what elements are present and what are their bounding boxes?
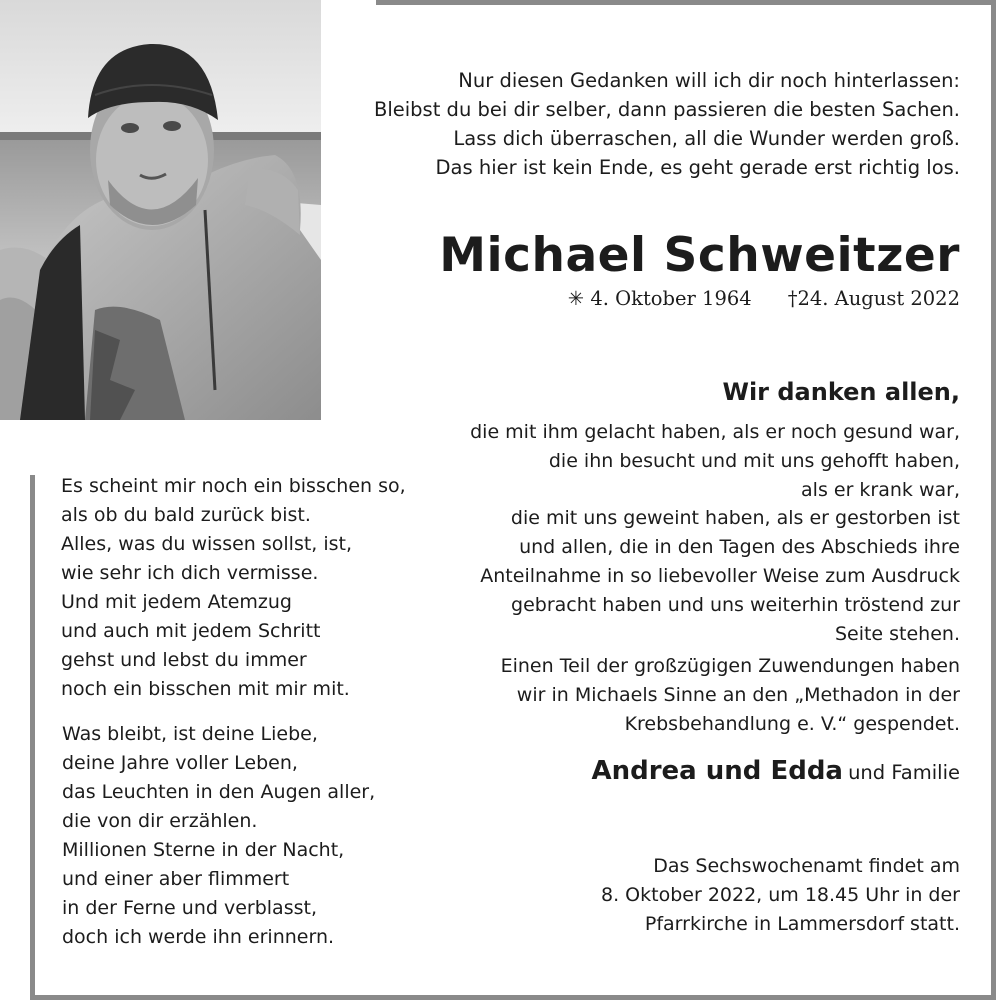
life-dates [420, 287, 960, 310]
frame-top-border [376, 0, 996, 5]
poem-line: Was bleibt, ist deine Liebe, [62, 723, 318, 745]
portrait-photo [0, 0, 321, 420]
memorial-mass-notice [420, 852, 960, 938]
quote-line: Das hier ist kein Ende, es geht gerade erst richtig los. [435, 156, 960, 179]
poem-stanza-2 [62, 720, 422, 952]
donation-line: Einen Teil der großzügigen Zuwendungen haben [500, 655, 960, 677]
poem-line: deine Jahre voller Leben, [62, 752, 298, 774]
poem-line: und einer aber flimmert [62, 868, 290, 890]
thanks-heading: Wir danken allen, [722, 378, 960, 406]
poem-line: das Leuchten in den Augen aller, [62, 781, 376, 803]
mass-line: 8. Oktober 2022, um 18.45 Uhr in der [601, 883, 960, 906]
thanks-line: die mit uns geweint haben, als er gestorben ist [510, 507, 960, 530]
poem-line: in der Ferne und verblasst, [62, 897, 317, 919]
poem-line: als ob du bald zurück bist. [61, 504, 311, 526]
poem-line: noch ein bisschen mit mir mit. [61, 678, 350, 700]
frame-left-border [30, 475, 35, 1000]
birth-date: ✳ 4. Oktober 1964 [567, 287, 752, 310]
thanks-line: und allen, die in den Tagen des Abschieds ihre [519, 536, 960, 559]
poem-line: die von dir erzählen. [62, 810, 258, 832]
poem-stanza-1 [61, 472, 421, 704]
thanks-line: Anteilnahme in so liebevoller Weise zum Ausdruck [480, 564, 960, 587]
quote-line: Nur diesen Gedanken will ich dir noch hinterlassen: [458, 69, 960, 92]
thanks-line: als er krank war, [801, 478, 960, 501]
donation-text [420, 652, 960, 738]
quote-line: Bleibst du bei dir selber, dann passieren die besten Sachen. [373, 98, 960, 121]
frame-bottom-border [30, 995, 996, 1000]
poem-line: Millionen Sterne in der Nacht, [62, 839, 345, 861]
poem-line: Alles, was du wissen sollst, ist, [61, 533, 353, 555]
death-date: †24. August 2022 [787, 287, 960, 310]
donation-line: Krebsbehandlung e. V.“ gespendet. [624, 712, 960, 735]
signers-names: Andrea und Edda [591, 756, 843, 786]
frame-right-border [991, 0, 996, 1000]
poem-line: Und mit jedem Atemzug [61, 591, 292, 613]
signers [420, 756, 960, 786]
poem-line: doch ich werde ihn erinnern. [62, 926, 335, 948]
signers-family: und Familie [848, 761, 960, 784]
mass-line: Das Sechswochenamt findet am [653, 855, 960, 877]
poem-line: gehst und lebst du immer [61, 649, 307, 671]
thanks-line: Seite stehen. [834, 622, 960, 645]
opening-quote [340, 66, 960, 182]
deceased-name: Michael Schweitzer [439, 228, 960, 283]
mass-line: Pfarrkirche in Lammersdorf statt. [644, 912, 960, 935]
donation-line: wir in Michaels Sinne an den „Methadon in der [516, 683, 960, 706]
thanks-line: die ihn besucht und mit uns gehofft haben, [548, 449, 960, 472]
thanks-line: die mit ihm gelacht haben, als er noch gesund war, [470, 421, 960, 443]
poem-line: und auch mit jedem Schritt [61, 620, 321, 642]
thanks-text [420, 418, 960, 648]
thanks-line: gebracht haben und uns weiterhin tröstend zur [511, 593, 960, 616]
poem-line: wie sehr ich dich vermisse. [61, 562, 319, 584]
poem-line: Es scheint mir noch ein bisschen so, [61, 475, 406, 497]
quote-line: Lass dich überraschen, all die Wunder werden groß. [453, 127, 960, 150]
